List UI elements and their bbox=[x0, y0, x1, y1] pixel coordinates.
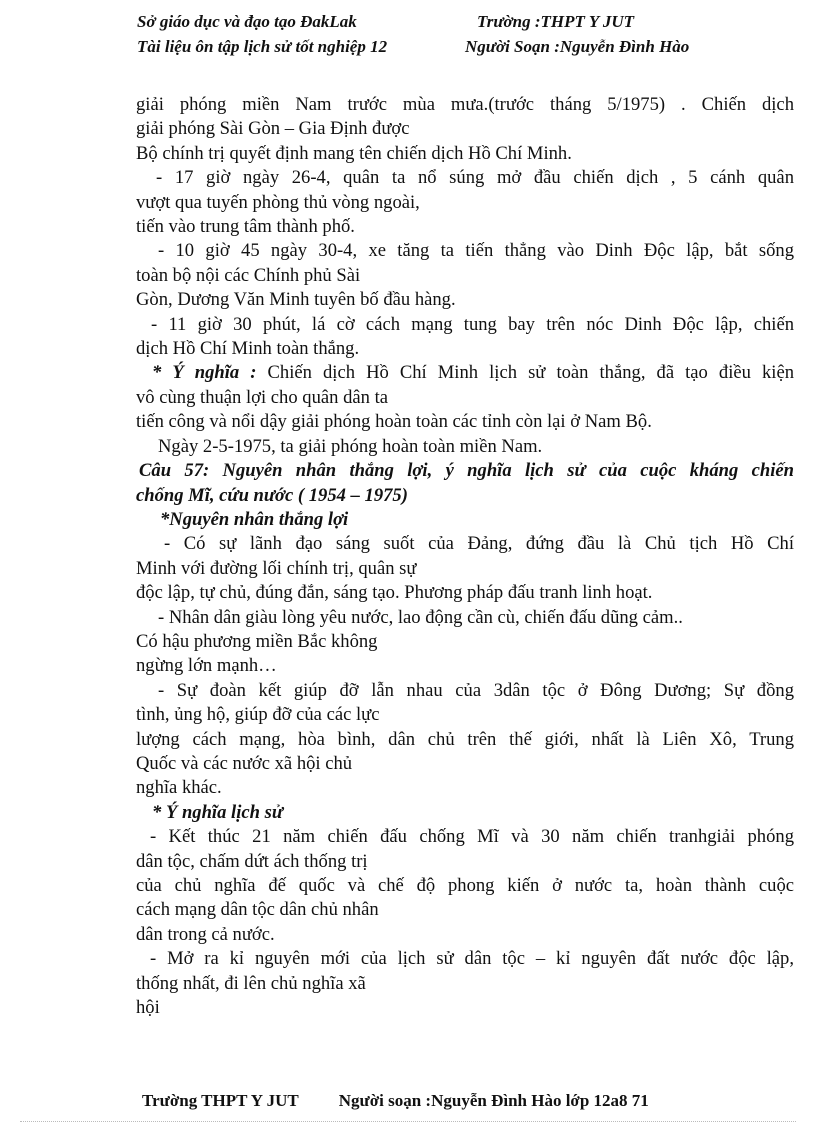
text-line: dân tộc, chấm dứt ách thống trị bbox=[136, 850, 368, 872]
text-line: nghĩa khác. bbox=[136, 777, 222, 799]
header-doc-title: Tài liệu ôn tập lịch sử tốt nghiệp 12 bbox=[137, 37, 388, 56]
footer-school: Trường THPT Y JUT bbox=[142, 1091, 299, 1110]
text-line: vô cùng thuận lợi cho quân dân ta bbox=[136, 386, 389, 408]
footer-divider bbox=[20, 1121, 796, 1122]
question-57-title-cont: chống Mĩ, cứu nước ( 1954 – 1975) bbox=[136, 484, 408, 506]
text-line: lượng cách mạng, hòa bình, dân chủ trên thế giới, nhất là Liên Xô, Trung bbox=[136, 728, 794, 750]
text-line: dịch Hồ Chí Minh toàn thắng. bbox=[136, 338, 360, 360]
text-line: Có hậu phương miền Bắc không bbox=[136, 630, 378, 652]
text-line: giải phóng miền Nam trước mùa mưa.(trước tháng 5/1975) . Chiến dịch bbox=[136, 94, 794, 115]
text-line: cách mạng dân tộc dân chủ nhân bbox=[136, 899, 379, 921]
footer-author: Người soạn :Nguyễn Đình Hào lớp 12a8 71 bbox=[338, 1091, 649, 1110]
text-line: Ngày 2-5-1975, ta giải phóng hoàn toàn miền Nam. bbox=[158, 435, 543, 457]
text-line: Quốc và các nước xã hội chủ bbox=[136, 752, 353, 774]
text-line: - 11 giờ 30 phút, lá cờ cách mạng tung bay trên nóc Dinh Độc lập, chiến bbox=[151, 313, 794, 335]
text-line: - 17 giờ ngày 26-4, quân ta nổ súng mở đầu chiến dịch , 5 cánh quân bbox=[156, 167, 794, 189]
header-school: Trường :THPT Y JUT bbox=[477, 12, 635, 31]
meaning-label: * Ý nghĩa : bbox=[152, 362, 257, 384]
header-line-2 bbox=[137, 37, 690, 57]
meaning-heading: * Ý nghĩa lịch sử bbox=[152, 801, 283, 823]
text-line: giải phóng Sài Gòn – Gia Định được bbox=[136, 118, 410, 140]
text-line: Minh với đường lối chính trị, quân sự bbox=[136, 557, 417, 579]
text-line: hội bbox=[136, 997, 160, 1019]
header-line-1 bbox=[137, 12, 635, 32]
text-line: ngừng lớn mạnh… bbox=[136, 655, 277, 677]
question-57-title: Câu 57: Nguyên nhân thắng lợi, ý nghĩa lịch sử của cuộc kháng chiến bbox=[139, 460, 794, 482]
text-line: - Kết thúc 21 năm chiến đấu chống Mĩ và 30 năm chiến tranhgiải phóng bbox=[150, 826, 794, 848]
document-body bbox=[136, 93, 794, 1020]
text-line: - 10 giờ 45 ngày 30-4, xe tăng ta tiến thẳng vào Dinh Độc lập, bắt sống bbox=[158, 240, 794, 262]
text-line: toàn bộ nội các Chính phủ Sài bbox=[136, 264, 361, 286]
text-line: Gòn, Dương Văn Minh tuyên bố đầu hàng. bbox=[136, 289, 456, 311]
text-line: tiến công và nổi dậy giải phóng hoàn toàn các tỉnh còn lại ở Nam Bộ. bbox=[136, 411, 652, 433]
text-line: tiến vào trung tâm thành phố. bbox=[136, 216, 355, 238]
text-line: của chủ nghĩa đế quốc và chế độ phong kiến ở nước ta, hoàn thành cuộc bbox=[136, 875, 794, 896]
header-org: Sở giáo dục và đạo tạo ĐakLak bbox=[137, 12, 357, 31]
text-line: - Mở ra kỉ nguyên mới của lịch sử dân tộc – kỉ nguyên đất nước độc lập, bbox=[150, 948, 794, 970]
meaning-paragraph bbox=[136, 361, 794, 385]
text-line: - Có sự lãnh đạo sáng suốt của Đảng, đứng đầu là Chủ tịch Hồ Chí bbox=[164, 533, 794, 555]
header-author: Người Soạn :Nguyễn Đình Hào bbox=[465, 37, 690, 56]
text-line: độc lập, tự chủ, đúng đắn, sáng tạo. Phương pháp đấu tranh linh hoạt. bbox=[136, 582, 653, 604]
text-line: dân trong cả nước. bbox=[136, 923, 275, 945]
text-line: - Nhân dân giàu lòng yêu nước, lao động cần cù, chiến đấu dũng cảm.. bbox=[158, 606, 683, 628]
text-line: tình, ủng hộ, giúp đỡ của các lực bbox=[136, 704, 380, 726]
text-line: vượt qua tuyến phòng thủ vòng ngoài, bbox=[136, 191, 420, 213]
text-line: Bộ chính trị quyết định mang tên chiến dịch Hồ Chí Minh. bbox=[136, 142, 572, 164]
cause-heading: *Nguyên nhân thắng lợi bbox=[160, 508, 349, 530]
page-footer bbox=[142, 1091, 649, 1111]
text-line: - Sự đoàn kết giúp đỡ lẫn nhau của 3dân tộc ở Đông Dương; Sự đồng bbox=[158, 679, 794, 701]
meaning-text: Chiến dịch Hồ Chí Minh lịch sử toàn thắng, đã tạo điều kiện bbox=[256, 362, 794, 384]
text-line: thống nhất, đi lên chủ nghĩa xã bbox=[136, 972, 366, 994]
